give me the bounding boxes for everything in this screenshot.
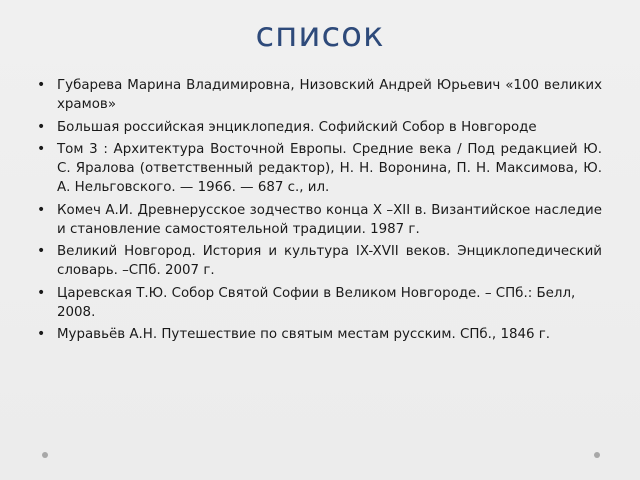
bullet-icon: • [37,77,46,93]
bullet-icon: • [37,243,46,259]
list-item-text: Великий Новгород. История и культура IX-XVII веков. Энциклопедический словарь. –СПб. 2007 г. [57,244,602,278]
list-item-text: Царевская Т.Ю. Собор Святой Софии в Великом Новгороде. – СПб.: Белл, 2008. [57,285,576,320]
bullet-icon: • [37,326,46,342]
list-item-text: Муравьёв А.Н. Путешествие по святым местам русским. СПб., 1846 г. [57,327,551,342]
bullet-icon: • [37,284,46,301]
list-item-text: Большая российская энциклопедия. Софийский Собор в Новгороде [57,119,537,135]
bullet-icon: • [37,118,46,135]
list-item [37,284,602,322]
list-item-text: Губарева Марина Владимировна, Низовский Андрей Юрьевич «100 великих храмов» [57,78,602,112]
list-item [37,201,602,239]
list-item [37,325,602,344]
decorative-dot-icon [594,452,600,458]
decorative-dot-icon [42,452,48,458]
list-item [37,242,602,280]
list-item-text: Том 3 : Архитектура Восточной Европы. Средние века / Под редакцией Ю. С. Яралова (ответственный редактор), Н. Н. Воронина, П. Н. Максимова, Ю. А. Нельговского. — 1966. — 687 с., ил. [57,142,602,195]
list-item-text: Комеч А.И. Древнерусское зодчество конца X –XII в. Византийское наследие и становление самостоятельной традиции. 1987 г. [57,202,602,237]
list-item [37,76,602,114]
slide-title: список [255,15,385,55]
bibliography-list [37,76,602,348]
bullet-icon: • [37,201,46,218]
list-item [37,140,602,197]
list-item [37,118,602,137]
bullet-icon: • [37,141,46,157]
